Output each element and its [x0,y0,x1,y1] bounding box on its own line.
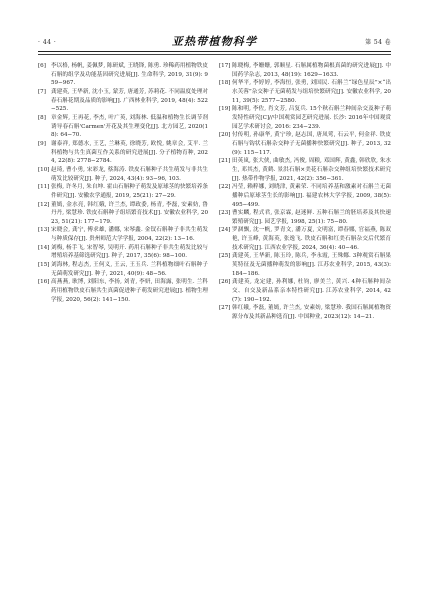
reference-text: 李以格, 杨帆, 姜佩梦, 陈研斌, 王晓锋, 陈勇. 珍稀药用植物铁皮石斛的组学及功能基因研究进展[J]. 生命科学, 2019, 31(9): 959−967. [51,63,208,87]
reference-number: [22] [219,184,231,191]
reference-item [219,79,391,105]
reference-number: [13] [38,227,50,234]
reference-number: [9] [38,140,46,147]
reference-item [219,252,391,278]
reference-item [219,226,391,252]
reference-number: [25] [219,253,231,260]
reference-item [38,261,208,278]
volume-label: 第 54 卷 [365,39,391,46]
reference-item [219,304,391,321]
reference-number: [6] [38,63,46,69]
page-header [38,35,391,49]
reference-text: 陈和明, 李佐, 肖文芳, 吕复兵. 15个秋石斛兰种间杂交及种子萌发特性研究[C]//中国观赏园艺研究进展. 长沙: 2016年中国观赏园艺学术研讨会, 2016: 234−239. [232,106,391,130]
reference-text: 付传明, 孙康华, 黄宁珍, 赵志国, 唐凤莺, 石云平, 何金祥. 铁皮石斛与钩状石斛杂交种子无菌播种快繁研究[J]. 种子, 2013, 32(9): 115−117. [232,132,391,156]
reference-item [219,131,391,157]
reference-text: 曹实麟, 程式君, 张京霖, 赵迷鲜. 五种石斛兰的胚培养及其快速繁殖研究[J]. 园艺学报, 1998, 25(1): 75−80. [232,210,391,225]
reference-item [219,209,391,226]
reference-text: 张梅, 许冬月, 朱自坤. 霍山石斛种子萌发及原球茎的快繁培养条件研究[J]. 安徽农学通报, 2019, 25(21): 27−29. [51,184,208,199]
reference-text: 田英岚, 张大侠, 曲敏杰, 冯俊, 周粮, 邓国辉, 黄鑫, 韩欣欣, 朱水生, 邓其杰, 黄鹤. 景洪石斛×美花石斛杂交种组培快繁技术研究[J]. 热带作物学报, 2021, 42(2): 356−361. [232,158,391,182]
reference-item [38,166,208,183]
references-right-column [219,62,391,322]
reference-text: 宋晓会, 龚宁, 傅求雄, 潘娜, 宋琴鑫. 金钗石斛种子非共生萌发与种质保存[J]. 贵州师范大学学报, 2004, 22(2): 13−16. [51,227,208,243]
reference-number: [11] [38,184,50,191]
reference-number: [8] [38,114,46,121]
reference-text: 龚建英, 王华新, 陈玉玲, 陈兵, 李永霞, 王殊娜. 3种观赏石斛果荚特征及无菌播种萌发的影响[J]. 江苏农业科学, 2015, 43(3): 184−186. [232,253,391,277]
reference-item [219,278,391,304]
reference-item [38,88,208,114]
reference-number: [16] [38,279,50,286]
reference-item [38,140,208,166]
header-rule-thin [38,54,391,55]
reference-text: 何华平, 李婷婷, 李海恒, 张勇, 刘国民. 石斛兰“绿色星辰”×“出水芙蓉”杂交种子无菌萌发与组培快繁研究[J]. 安徽农业科学, 2011, 39(5): 2577−2580. [232,80,391,104]
reference-item [219,183,391,209]
reference-item [38,244,208,261]
reference-item [219,105,391,131]
journal-title: 亚热带植物科学 [171,35,258,48]
reference-text: 谢泰祥, 郑德水, 王艺, 兰琳英, 徐晓芳, 欧悦, 姚章会, 艾平. 兰科植物与共生真菌互作关系的研究进展[J]. 分子植物育种, 2024, 22(8): 2778−2784. [51,140,208,165]
reference-number: [18] [219,80,231,87]
reference-item [38,114,208,140]
reference-text: 冯莹, 赖粹娜, 刘晓津, 黄素荣. 不同培养基和激素对石斛兰无菌播种后原球茎生长的影响[J]. 福建农林大学学报, 2009, 38(5): 495−499. [232,184,391,208]
reference-text: 刘海林, 程志杰, 王何义, 王云, 王玉兵. 兰科植物细叶石斛种子无菌萌发研究[J]. 种子, 2021, 40(9): 48−56. [51,262,208,277]
reference-text: 章金辉, 王再花, 李杰, 叶广英, 刘海林. 低温和植物生长调节剂诱导春石斛'Carmen'开花及其生理变化[J]. 北方园艺, 2020(18): 64−70. [51,114,208,139]
reference-text: 高燕燕, 耿博, 刘阳东, 李扬, 刘青, 李妍, 田海露, 张明生. 兰科药用植物铁皮石斛共生真菌促进种子萌发研究进展[J]. 植物生理学报, 2020, 56(2): 141−150. [51,279,208,303]
reference-text: 龚建英, 龙定建, 孙利娜, 杜钧, 廖美兰, 黄兴. 4种石斛种间杂交、自交及新品系亲本特性研究[J]. 江苏农业科学, 2014, 42(7): 190−192. [232,279,391,303]
page-number: · 44 · [38,39,57,46]
reference-item [38,201,208,227]
reference-number: [12] [38,201,50,208]
references-left-column [38,62,208,304]
reference-text: 龚建英, 王华新, 沈小玉, 蒙芳, 唐通芳, 苏莉花. 不同温度处理对春石斛花期及品质的影响[J]. 广西林业科学, 2019, 48(4): 522−525. [51,88,208,113]
reference-text: 罗涸飘, 沈一帆, 罗青文, 潘万夏, 文明富, 谭春娜, 官福燕, 陈双艳, 许玉峰, 黄海英, 张逸飞. 铁皮石斛和红美石斛杂交后代繁育技术研究[J]. 江西农业学报, 2024, 36(4): 40−46. [232,227,391,251]
reference-item [38,183,208,200]
reference-item [38,62,208,88]
header-rule-thick [38,51,391,52]
reference-item [219,62,391,79]
reference-item [219,157,391,183]
reference-number: [26] [219,279,231,286]
reference-text: 赵琦, 曹小勇, 宋彩龙, 蔡海涛. 铁皮石斛种子共生萌发与非共生萌发比较研究[J]. 种子, 2024, 43(4): 93−96, 103. [51,166,208,182]
reference-number: [20] [219,132,231,139]
reference-number: [19] [219,106,231,113]
reference-text: 陈晓梅, 李姗姗, 郭顺星. 石斛属植物菌根真菌的研究进展[J]. 中国药学杂志, 2013, 48(19): 1629−1633. [232,63,391,78]
reference-number: [14] [38,244,50,251]
reference-number: [23] [219,210,231,217]
reference-number: [7] [38,88,46,95]
reference-number: [27] [219,305,231,312]
reference-number: [24] [219,227,231,234]
reference-text: 韩红娥, 李磊, 董嫣, 许兰杰, 安素妨, 梁慧珍. 我国石斛属植物资源分布及其新品种选育[J]. 中国种业, 2023(12): 14−21. [232,305,391,321]
reference-item [38,226,208,243]
reference-text: 刘梅, 杨手飞, 宋智琴, 吴明开. 药用石斛种子非共生萌发比较与增殖培养基筛选研究[J]. 种子, 2017, 35(6): 98−100. [51,244,208,260]
reference-text: 董嫣, 金水亮, 韩红娥, 许兰杰, 谭政委, 杨青, 李磊, 安素妨, 鲁丹丹, 梁慧珍. 铁皮石斛种子组培繁育技术[J]. 安徽农业科学, 2023, 51(21): 177−179. [51,201,208,225]
reference-number: [15] [38,262,50,269]
reference-item [38,278,208,304]
reference-number: [21] [219,158,231,165]
reference-number: [10] [38,166,50,173]
reference-number: [17] [219,63,231,69]
